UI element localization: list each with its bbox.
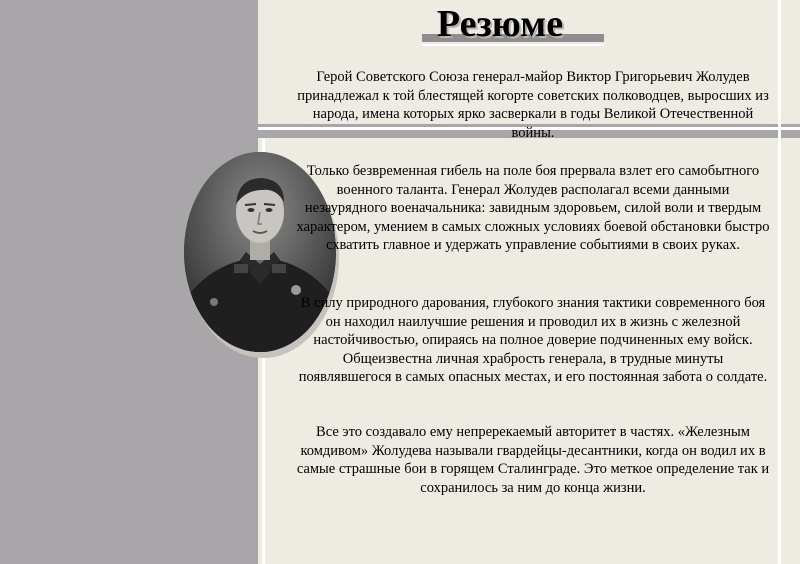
paragraph-3: В силу природного дарования, глубокого знания тактики современного боя он находил наилучшие решения и проводил их в жизнь с железной настойчивостью, опираясь на полное доверие подчиненных ему войск. Общеизвестна личная храбрость генерала, в трудные минуты появлявшегося в самых опасных местах, и его постоянная забота о солдате. [298, 295, 768, 386]
right-stripe [778, 0, 781, 564]
paragraph-4: Все это создавало ему непререкаемый авторитет в частях. «Железным комдивом» Жолудева называли гвардейцы-десантники, когда он водил их в самые страшные бои в горящем Сталинграде. Это меткое определение так и сохранилось за ним до конца жизни. [296, 424, 770, 496]
page-title: Резюме [436, 3, 564, 45]
paragraph-1: Герой Советского Союза генерал-майор Виктор Григорьевич Жолудев принадлежал к той блестящей когорте советских полководцев, выросших из народа, имена которых ярко засверкали в годы Великой Отечественной войны. [297, 69, 769, 141]
paragraph-2: Только безвременная гибель на поле боя прервала взлет его самобытного военного таланта. Генерал Жолудев располагал всеми данными незаурядного военачальника: завидным здоровьем, силой воли и твердым характером, умением в самых сложных условиях боевой обстановки быстро схватить главное и удержать управление событиями в своих руках. [296, 163, 770, 254]
